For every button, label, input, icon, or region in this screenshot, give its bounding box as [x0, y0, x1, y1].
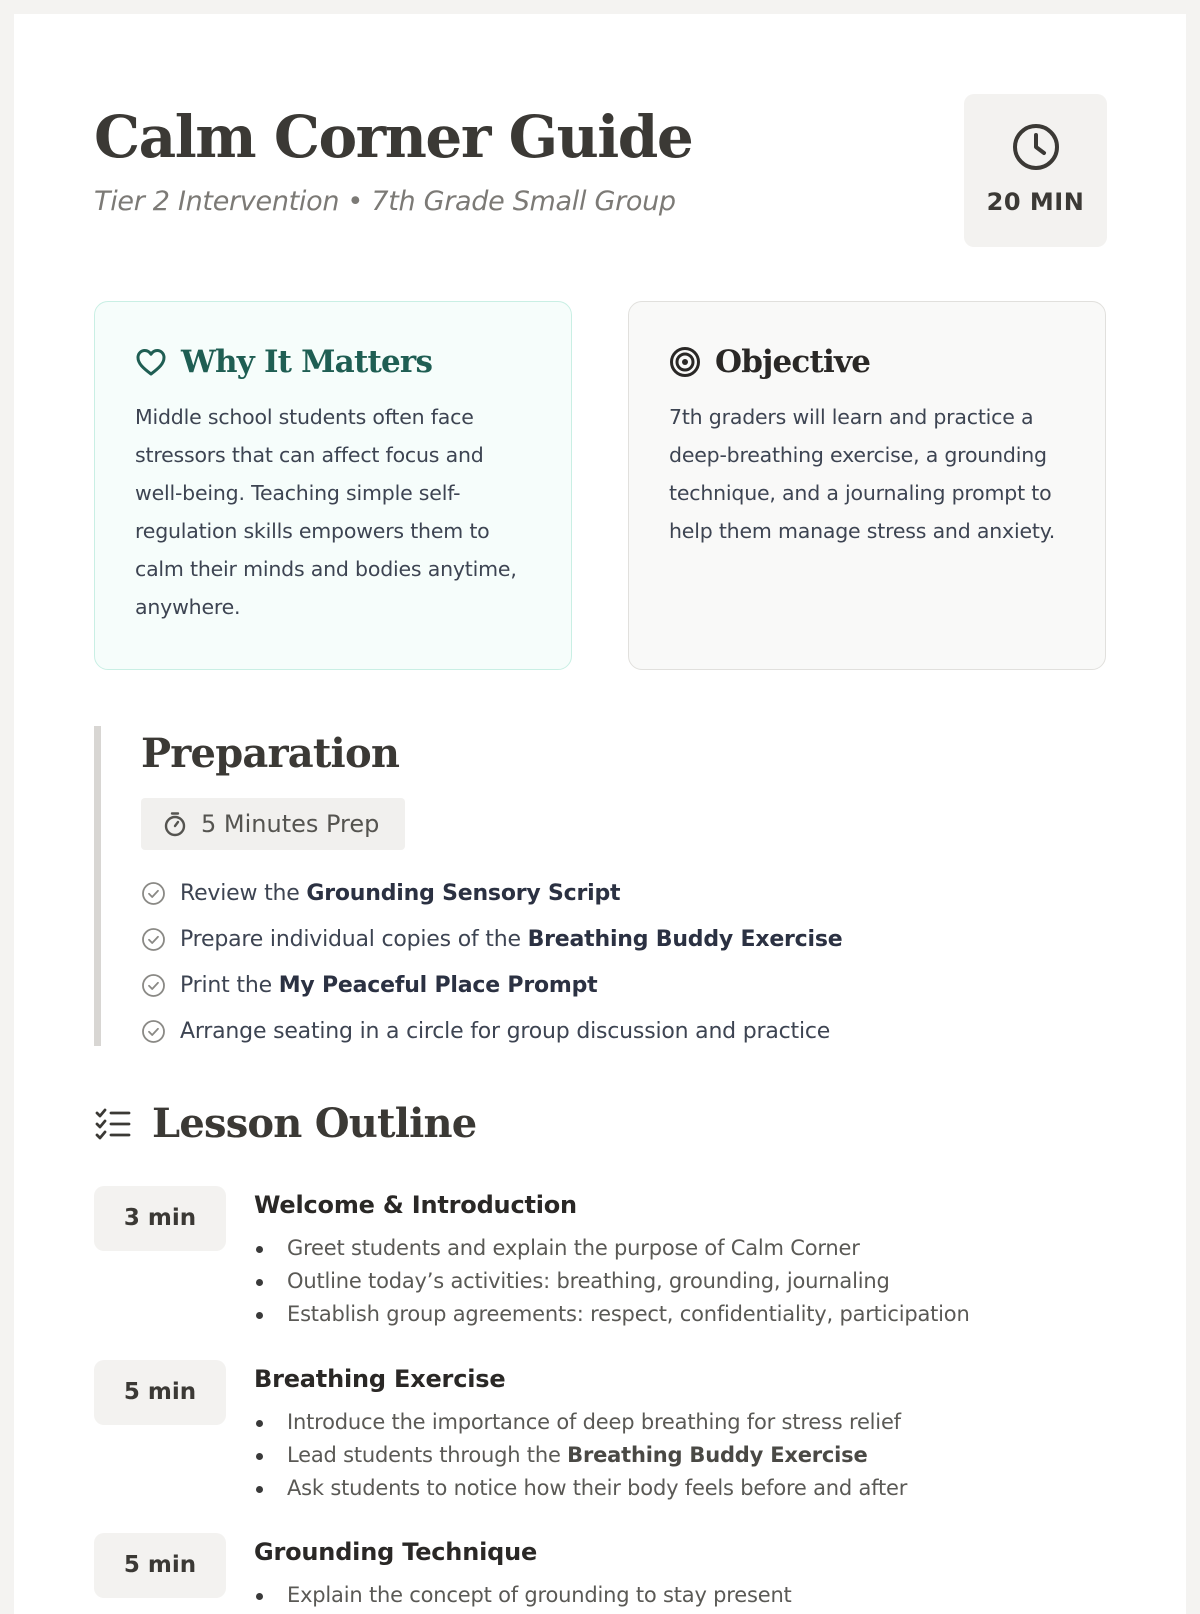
prep-item: [141, 962, 842, 1008]
step-duration: 3 min: [94, 1186, 226, 1251]
step-bullet-resource: Breathing Buddy Exercise: [567, 1443, 868, 1467]
prep-checklist: [141, 870, 842, 1054]
check-circle-icon: [141, 881, 166, 906]
step-bullet: Outline today’s activities: breathing, grounding, journaling: [254, 1265, 970, 1298]
step-bullets: [254, 1579, 792, 1612]
heart-icon: [135, 347, 167, 377]
prep-item: [141, 916, 842, 962]
checklist-icon: [94, 1107, 132, 1141]
step-bullet: Introduce the importance of deep breathing for stress relief: [254, 1406, 907, 1439]
page-title: Calm Corner Guide: [94, 103, 693, 171]
preparation-title: Preparation: [141, 730, 400, 777]
step-title: Grounding Technique: [254, 1538, 538, 1566]
prep-item-resource: My Peaceful Place Prompt: [278, 972, 598, 998]
prep-item-text: Review the: [180, 880, 307, 906]
prep-item: [141, 1008, 842, 1054]
why-it-matters-card: [94, 301, 572, 670]
step-bullet: Explain the concept of grounding to stay present: [254, 1579, 792, 1612]
prep-time-badge: [141, 798, 405, 850]
duration-badge: [964, 94, 1107, 247]
preparation-section: [94, 726, 1107, 1046]
step-title: Welcome & Introduction: [254, 1191, 577, 1219]
step-bullet: Greet students and explain the purpose of Calm Corner: [254, 1232, 970, 1265]
objective-card: [628, 301, 1106, 670]
why-it-matters-title: Why It Matters: [181, 344, 433, 380]
step-bullets: [254, 1406, 907, 1505]
lesson-outline-heading: [94, 1100, 476, 1147]
prep-item: [141, 870, 842, 916]
prep-item-resource: Breathing Buddy Exercise: [527, 926, 843, 952]
step-bullet: Ask students to notice how their body feels before and after: [254, 1472, 907, 1505]
step-title: Breathing Exercise: [254, 1365, 506, 1393]
step-duration: 5 min: [94, 1360, 226, 1425]
objective-heading: [669, 344, 1065, 380]
page: [14, 14, 1186, 1614]
page-subtitle: Tier 2 Intervention • 7th Grade Small Group: [94, 186, 676, 217]
target-icon: [669, 346, 701, 378]
step-duration: 5 min: [94, 1533, 226, 1598]
why-it-matters-heading: [135, 344, 531, 380]
why-it-matters-body: Middle school students often face stressors that can affect focus and well-being. Teaching simple self-regulation skills empowers them to calm their minds and bodies anytime, anywhere.: [135, 405, 517, 619]
step-bullet: Lead students through the Breathing Buddy Exercise: [254, 1439, 907, 1472]
prep-item-text: Print the: [180, 972, 279, 998]
check-circle-icon: [141, 927, 166, 952]
prep-item-resource: Grounding Sensory Script: [306, 880, 621, 906]
check-circle-icon: [141, 973, 166, 998]
step-bullets: [254, 1232, 970, 1331]
objective-title: Objective: [715, 344, 871, 380]
objective-body: 7th graders will learn and practice a deep-breathing exercise, a grounding technique, and a journaling prompt to help them manage stress and anxiety.: [669, 405, 1056, 543]
prep-item-text: Prepare individual copies of the: [180, 926, 528, 952]
step-bullet: Establish group agreements: respect, confidentiality, participation: [254, 1298, 970, 1331]
duration-label: 20 MIN: [986, 188, 1085, 216]
check-circle-icon: [141, 1019, 166, 1044]
prep-time-label: 5 Minutes Prep: [201, 810, 380, 838]
prep-item-text: Arrange seating in a circle for group discussion and practice: [180, 1018, 831, 1044]
clock-icon: [1011, 122, 1061, 172]
stopwatch-icon: [163, 811, 187, 837]
lesson-outline-title: Lesson Outline: [152, 1100, 477, 1147]
